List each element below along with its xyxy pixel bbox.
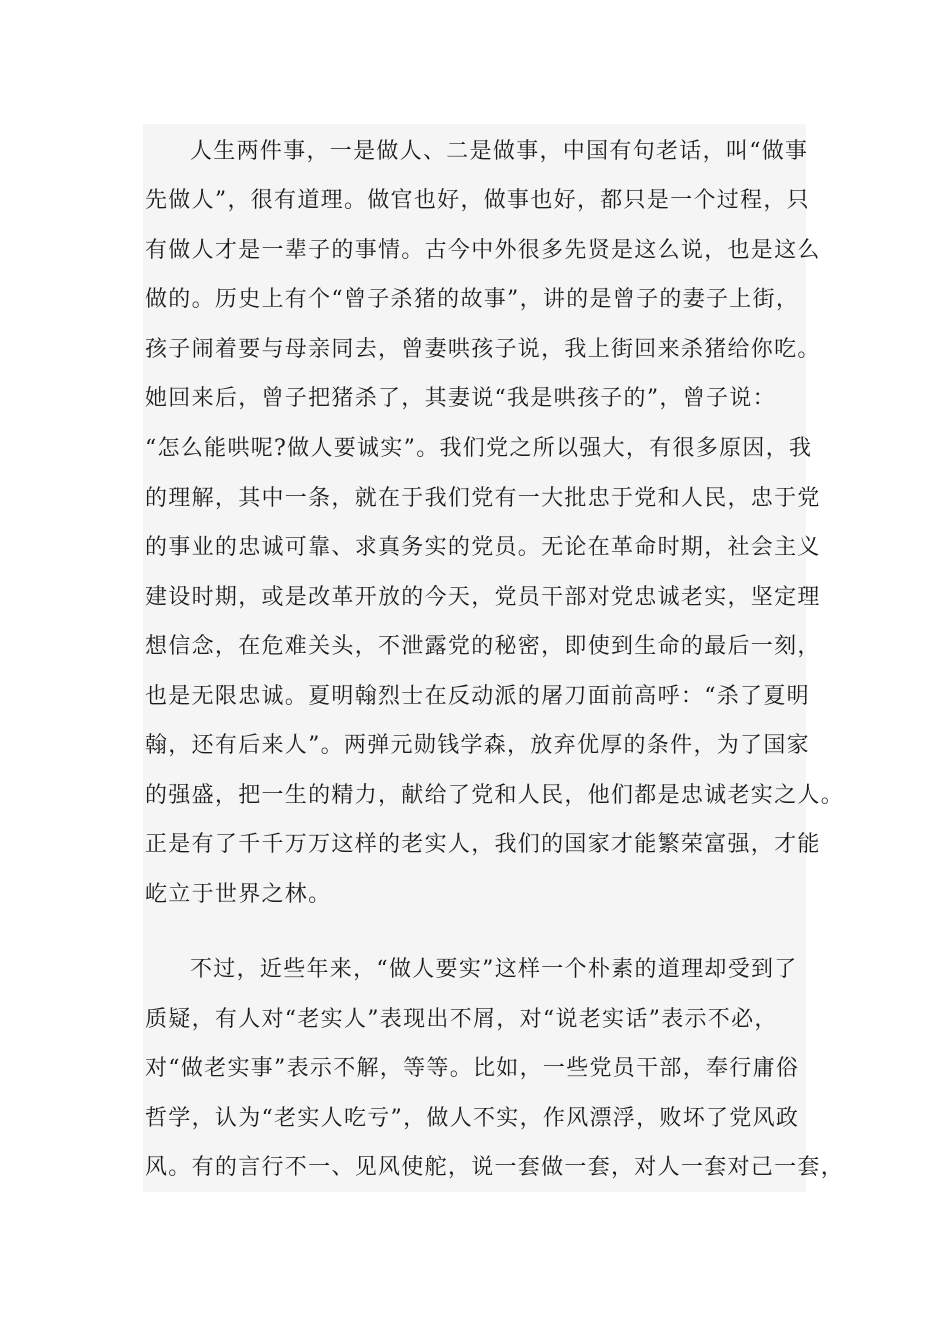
text-line: 质疑，有人对“老实人”表现出不屑，对“说老实话”表示不必，	[145, 1007, 778, 1032]
text-line: 做的。历史上有个“曾子杀猪的故事”，讲的是曾子的妻子上街，	[145, 287, 800, 312]
text-line: 正是有了千千万万这样的老实人，我们的国家才能繁荣富强，才能	[145, 832, 821, 857]
text-line: 哲学，认为“老实人吃亏”，做人不实，作风漂浮，败坏了党风政	[145, 1106, 800, 1131]
text-line: 翰，还有后来人”。两弹元勋钱学森，放弃优厚的条件，为了国家	[145, 733, 810, 758]
text-line: 人生两件事，一是做人、二是做事，中国有句老话，叫“做事	[190, 139, 809, 164]
text-line: 建设时期，或是改革开放的今天，党员干部对党忠诚老实，坚定理	[145, 585, 821, 610]
text-line: 屹立于世界之林。	[145, 882, 332, 907]
text-line: 她回来后，曾子把猪杀了，其妻说“我是哄孩子的”，曾子说：	[145, 386, 776, 411]
text-line: 对“做老实事”表示不解，等等。比如，一些党员干部，奉行庸俗	[145, 1056, 800, 1081]
text-line: 孩子闹着要与母亲同去，曾妻哄孩子说，我上街回来杀猪给你吃。	[145, 337, 821, 362]
text-line: “怎么能哄呢?做人要诚实”。我们党之所以强大，有很多原因，我	[145, 436, 813, 461]
text-line: 不过，近些年来，“做人要实”这样一个朴素的道理却受到了	[190, 957, 798, 982]
text-line: 有做人才是一辈子的事情。古今中外很多先贤是这么说，也是这么	[145, 238, 821, 263]
text-line: 也是无限忠诚。夏明翰烈士在反动派的屠刀面前高呼：“杀了夏明	[145, 684, 810, 709]
text-line: 想信念，在危难关头，不泄露党的秘密，即使到生命的最后一刻，	[145, 634, 821, 659]
text-line: 先做人”，很有道理。做官也好，做事也好，都只是一个过程，只	[145, 188, 810, 213]
text-line: 的强盛，把一生的精力，献给了党和人民，他们都是忠诚老实之人。	[145, 783, 845, 808]
text-line: 风。有的言行不一、见风使舵，说一套做一套，对人一套对己一套，	[145, 1155, 845, 1180]
text-line: 的事业的忠诚可靠、求真务实的党员。无论在革命时期，社会主义	[145, 535, 821, 560]
text-line: 的理解，其中一条，就在于我们党有一大批忠于党和人民，忠于党	[145, 486, 821, 511]
